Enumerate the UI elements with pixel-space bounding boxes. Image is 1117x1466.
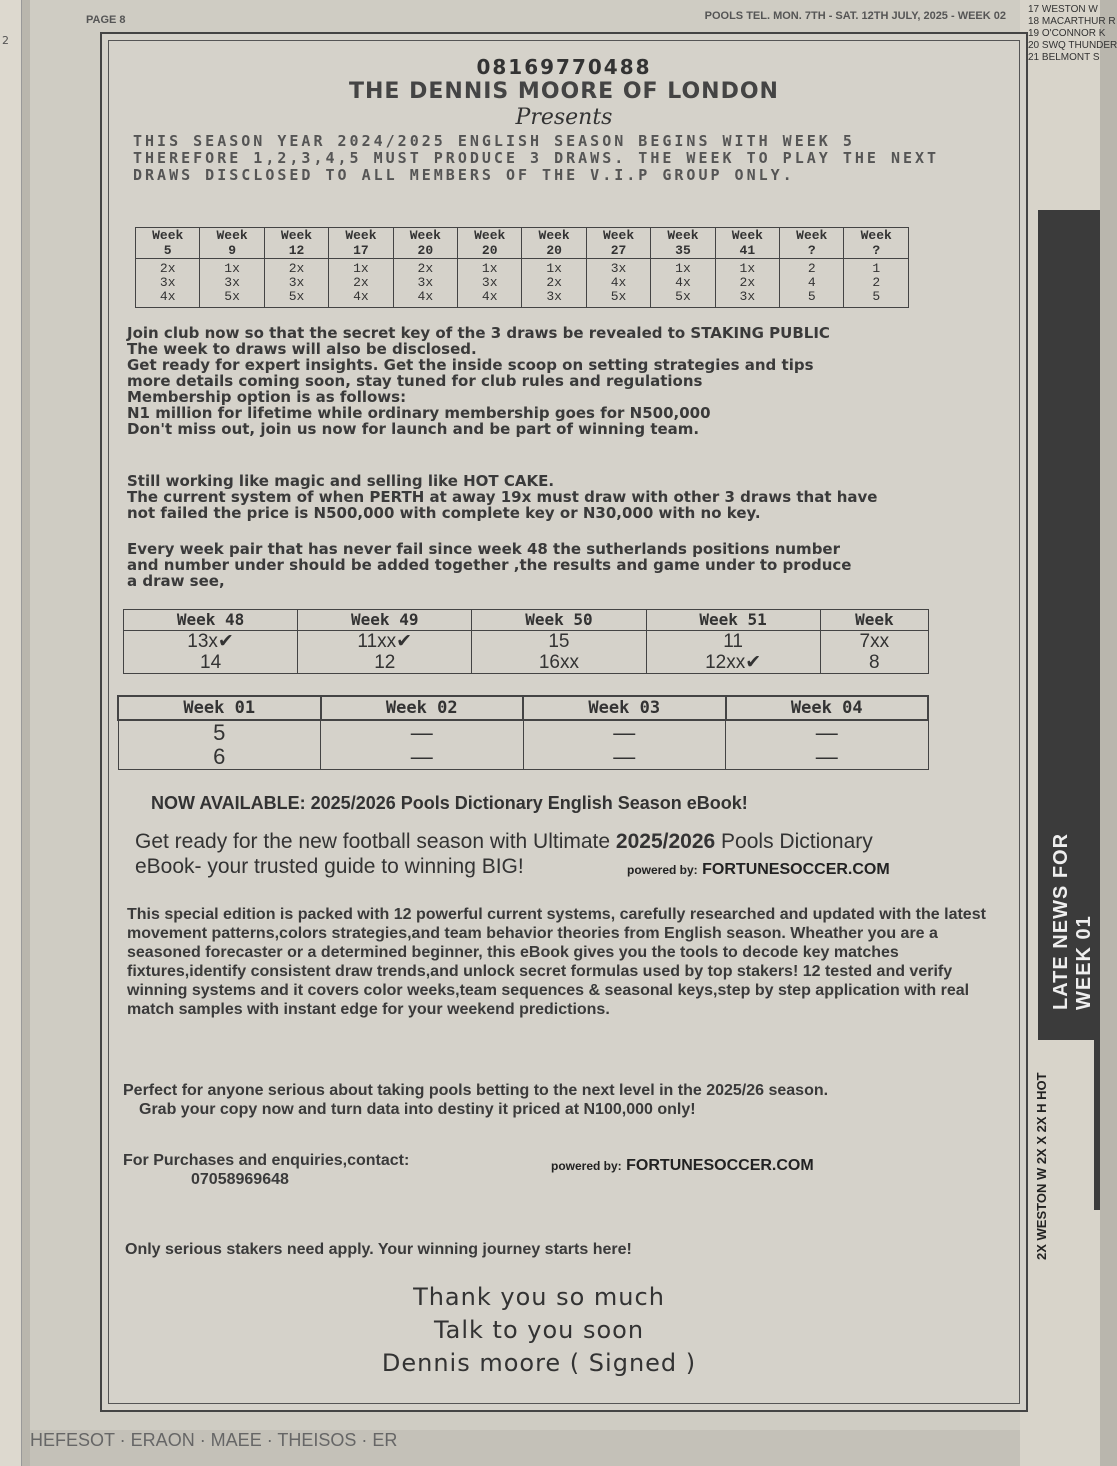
left-page-number: 2 xyxy=(2,34,9,47)
ad-presents: Presents xyxy=(515,105,613,130)
table-cell: 1x 3x 4x xyxy=(458,259,522,308)
powered-by-label-2 xyxy=(551,1157,814,1175)
powered-by-label xyxy=(627,861,890,879)
paragraph-line: The current system of when PERTH at away 19x must draw with other 3 draws that have xyxy=(127,488,878,506)
only-serious-text: Only serious stakers need apply. Your winning journey starts here! xyxy=(125,1241,632,1258)
paragraph-line: Get ready for expert insights. Get the inside scoop on setting strategies and tips xyxy=(127,356,814,374)
paragraph-line: Grab your copy now and turn data into destiny it priced at N100,000 only! xyxy=(139,1101,696,1118)
right-page-edge xyxy=(1020,0,1117,1466)
table-cell: 11 12xx✔ xyxy=(646,631,820,674)
table-cell: 1x 2x 3x xyxy=(715,259,779,308)
special-edition-paragraph: This special edition is packed with 12 powerful current systems, carefully researched and updated with the latest movement patterns,colors strategies,and team behavior theories from English season. Wheather you are a seasoned forecaster or a determined beginner, this eBook gives you the tools to decode key matches fixtures,identify consistent draw trends,and unlock secret formulas used by top stakers! 12 tested and verify winning systems and it covers color weeks,team sequences & seasonal keys,step by step application with real match samples with instant edge for your weekend predictions. xyxy=(127,906,986,1018)
table-header-row xyxy=(136,228,909,259)
week-pair-paragraph xyxy=(127,541,987,589)
page-header xyxy=(86,10,1006,32)
table-cell: 2x 3x 4x xyxy=(136,259,200,308)
get-ready-part: eBook- your trusted guide to winning BIG! xyxy=(135,855,524,878)
paragraph-line: and number under should be added together ,the results and game under to produce xyxy=(127,556,852,574)
table-cell: 1x 4x 5x xyxy=(651,259,715,308)
paragraph-line: Join club now so that the secret key of the 3 draws be revealed to STAKING PUBLIC xyxy=(127,324,830,342)
table-cell: 1 2 5 xyxy=(844,259,909,308)
table-header-cell: Week 20 xyxy=(522,228,586,259)
powered-by-site: FORTUNESOCCER.COM xyxy=(702,861,890,878)
get-ready-year: 2025/2026 xyxy=(615,830,716,853)
table-header-cell: Week 27 xyxy=(586,228,650,259)
perfect-for-paragraph xyxy=(123,1081,983,1119)
table-header-cell: Week 12 xyxy=(264,228,328,259)
table-header-row xyxy=(118,696,928,720)
signoff-line: Talk to you soon xyxy=(433,1316,645,1344)
paragraph-line: not failed the price is N500,000 with complete key or N30,000 with no key. xyxy=(127,504,761,522)
powered-by-prefix: powered by: xyxy=(551,1159,622,1173)
table-header-cell: Week 17 xyxy=(329,228,393,259)
week-results-line: 2X WESTON W 2X X 2X H HOT xyxy=(1034,1040,1094,1260)
paragraph-line: Still working like magic and selling like HOT CAKE. xyxy=(127,472,555,490)
powered-by-site: FORTUNESOCCER.COM xyxy=(626,1157,814,1174)
join-club-paragraph xyxy=(127,325,967,437)
table-header-cell: Week 02 xyxy=(321,696,524,720)
get-ready-part: Pools Dictionary xyxy=(715,830,873,853)
table-header-cell: Week 01 xyxy=(118,696,321,720)
signature: Dennis moore ( Signed ) xyxy=(381,1349,697,1377)
paragraph-line: Every week pair that has never fail since week 48 the sutherlands positions number xyxy=(127,540,840,558)
table-cell: 7xx 8 xyxy=(820,631,928,674)
table-cell: 1x 2x 3x xyxy=(522,259,586,308)
page-footer-strip: HEFESOT · ERAON · MAEE · THEISOS · ER xyxy=(30,1430,1020,1466)
team-list-item: 20 SWQ THUNDER xyxy=(1028,40,1117,51)
late-news-heading: LATE NEWS FOR WEEK 01 xyxy=(1050,832,1095,1010)
table-cell: — — xyxy=(726,720,929,770)
table-cell: 11xx✔ 12 xyxy=(298,631,472,674)
table-cell: 2x 3x 4x xyxy=(393,259,457,308)
table-cell: — — xyxy=(321,720,524,770)
table-header-cell: Week 51 xyxy=(646,610,820,631)
now-available-heading: NOW AVAILABLE: 2025/2026 Pools Dictionary English Season eBook! xyxy=(151,793,748,813)
purchase-phone: 07058969648 xyxy=(191,1171,289,1188)
table-header-cell: Week 20 xyxy=(458,228,522,259)
new-season-weeks-table xyxy=(117,695,929,770)
team-list-item: 18 MACARTHUR R xyxy=(1028,16,1116,27)
ad-phone-number: 08169770488 xyxy=(476,55,652,79)
paragraph-line: N1 million for lifetime while ordinary membership goes for N500,000 xyxy=(127,404,711,422)
signoff-line: Thank you so much xyxy=(413,1283,665,1311)
pools-dateline: POOLS TEL. MON. 7TH - SAT. 12TH JULY, 2025 - WEEK 02 xyxy=(704,10,1006,22)
table-header-row xyxy=(124,610,929,631)
table-cell: 2 4 5 xyxy=(780,259,844,308)
table-cell: — — xyxy=(523,720,726,770)
paragraph-line: Membership option is as follows: xyxy=(127,388,407,406)
table-cell: 5 6 xyxy=(118,720,321,770)
table-header-cell: Week 35 xyxy=(651,228,715,259)
left-page-edge xyxy=(0,0,22,1466)
team-list xyxy=(1028,4,1117,204)
paragraph-line: a draw see, xyxy=(127,572,225,590)
table-cell: 1x 2x 4x xyxy=(329,259,393,308)
weeks-draw-table xyxy=(135,227,909,308)
team-list-item: 19 O'CONNOR K xyxy=(1028,28,1106,39)
season-announcement: THIS SEASON YEAR 2024/2025 ENGLISH SEASON BEGINS WITH WEEK 5 THEREFORE 1,2,3,4,5 MUST PRODUCE 3 DRAWS. THE WEEK TO PLAY THE NEXT DRAWS DISCLOSED TO ALL MEMBERS OF THE V.I.P GROUP ONLY. xyxy=(133,132,940,184)
week-pairs-table xyxy=(123,609,929,674)
table-row xyxy=(136,259,909,308)
table-row xyxy=(118,720,928,770)
table-cell: 15 16xx xyxy=(472,631,646,674)
table-header-cell: Week 50 xyxy=(472,610,646,631)
ad-title: THE DENNIS MOORE OF LONDON xyxy=(349,79,779,104)
purchase-contact xyxy=(123,1151,409,1189)
table-cell: 3x 4x 5x xyxy=(586,259,650,308)
table-header-cell: Week 48 xyxy=(124,610,298,631)
table-header-cell: Week ? xyxy=(844,228,909,259)
table-header-cell: Week ? xyxy=(780,228,844,259)
table-row xyxy=(124,631,929,674)
team-list-item: 21 BELMONT S xyxy=(1028,52,1100,63)
paragraph-line: more details coming soon, stay tuned for club rules and regulations xyxy=(127,372,703,390)
table-header-cell: Week 20 xyxy=(393,228,457,259)
table-cell: 1x 3x 5x xyxy=(200,259,264,308)
purchase-label: For Purchases and enquiries,contact: xyxy=(123,1152,410,1169)
paragraph-line: Don't miss out, join us now for launch and be part of winning team. xyxy=(127,420,700,438)
table-header-cell: Week xyxy=(820,610,928,631)
table-cell: 13x✔ 14 xyxy=(124,631,298,674)
table-header-cell: Week 41 xyxy=(715,228,779,259)
powered-by-prefix: powered by: xyxy=(627,863,698,877)
table-header-cell: Week 5 xyxy=(136,228,200,259)
get-ready-part: Get ready for the new football season with Ultimate xyxy=(135,830,616,853)
paragraph-line: Perfect for anyone serious about taking pools betting to the next level in the 2025/26 season. xyxy=(123,1082,829,1099)
table-cell: 2x 3x 5x xyxy=(264,259,328,308)
page-number: PAGE 8 xyxy=(86,14,126,26)
signoff xyxy=(309,1281,769,1380)
advertisement-box xyxy=(100,32,1028,1412)
team-list-item: 17 WESTON W xyxy=(1028,4,1098,15)
table-header-cell: Week 9 xyxy=(200,228,264,259)
table-header-cell: Week 49 xyxy=(298,610,472,631)
paragraph-line: The week to draws will also be disclosed. xyxy=(127,340,477,358)
advertisement-inner-border xyxy=(108,40,1020,1404)
table-header-cell: Week 04 xyxy=(726,696,929,720)
table-header-cell: Week 03 xyxy=(523,696,726,720)
hot-cake-paragraph xyxy=(127,473,1007,521)
